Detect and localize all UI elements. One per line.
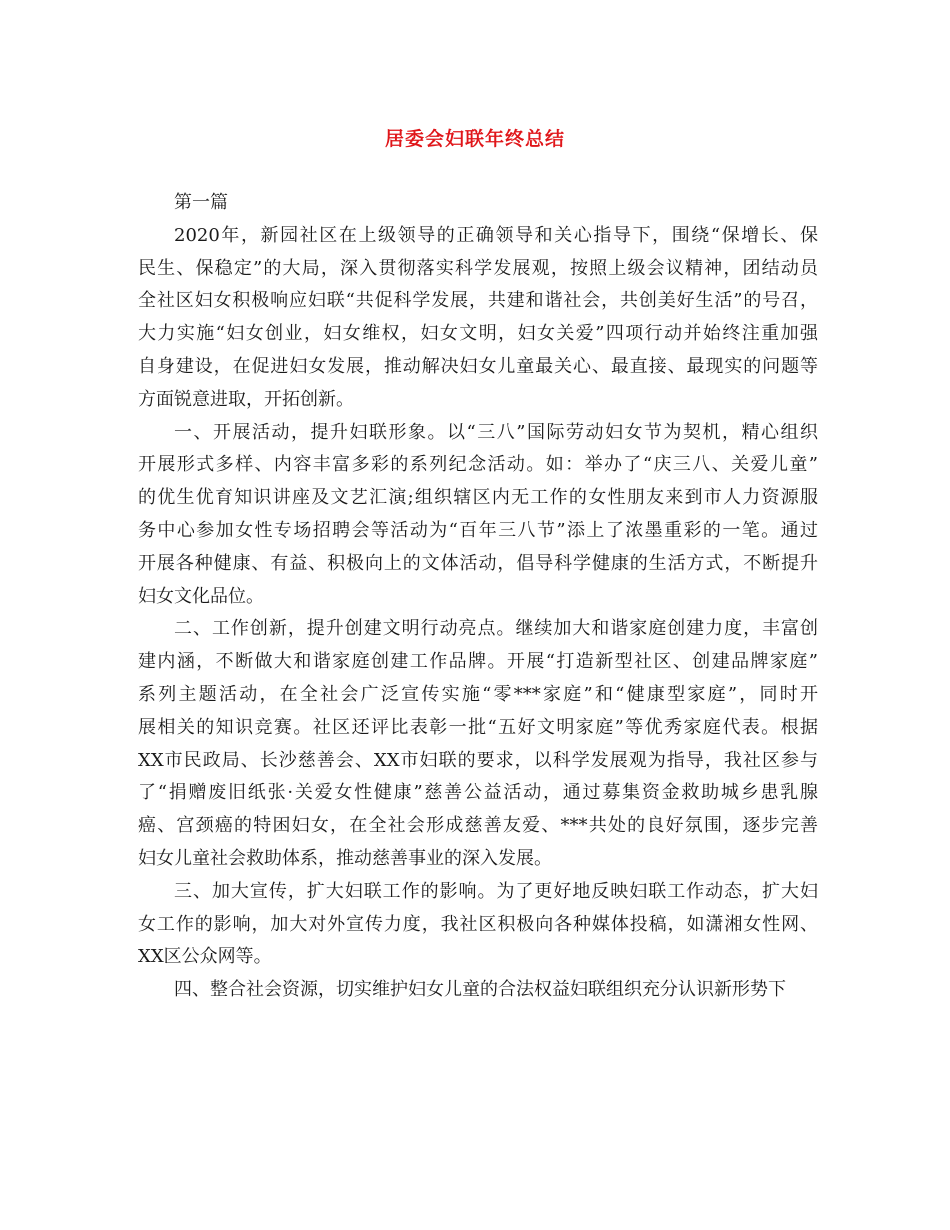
paragraph-line: 妇女儿童社会救助体系，推动慈善事业的深入发展。	[138, 847, 552, 869]
paragraph-line: 2020年，新园社区在上级领导的正确领导和关心指导下，围绕“保增长、保	[174, 224, 818, 246]
paragraph	[138, 613, 818, 875]
paragraph	[138, 417, 818, 614]
paragraph-line: 展相关的知识竞赛。社区还评比表彰一批“五好文明家庭”等优秀家庭代表。根据	[138, 716, 818, 738]
paragraph-line: 全社区妇女积极响应妇联“共促科学发展，共建和谐社会，共创美好生活”的号召，	[138, 290, 818, 312]
section-heading-text: 第一篇	[174, 192, 228, 213]
paragraph-line: 四、整合社会资源，切实维护妇女儿童的合法权益妇联组织充分认识新形势下	[174, 979, 786, 1001]
paragraph-line: 三、加大宣传，扩大妇联工作的影响。为了更好地反映妇联工作动态，扩大妇	[174, 880, 818, 902]
paragraph-line: 务中心参加女性专场招聘会等活动为“百年三八节”添上了浓墨重彩的一笔。通过	[138, 519, 818, 541]
paragraph-line: 系列主题活动，在全社会广泛宣传实施“零***家庭”和“健康型家庭”，同时开	[138, 683, 818, 705]
paragraph-line: 自身建设，在促进妇女发展，推动解决妇女儿童最关心、最直接、最现实的问题等	[138, 355, 818, 377]
paragraph-line: 民生、保稳定”的大局，深入贯彻落实科学发展观，按照上级会议精神，团结动员	[138, 257, 818, 279]
paragraph-line: 的优生优育知识讲座及文艺汇演;组织辖区内无工作的女性朋友来到市人力资源服	[138, 487, 818, 509]
paragraph-line: 女工作的影响，加大对外宣传力度，我社区积极向各种媒体投稿，如潇湘女性网、	[138, 913, 818, 935]
paragraph-line: XX市民政局、长沙慈善会、XX市妇联的要求，以科学发展观为指导，我社区参与	[138, 749, 818, 771]
paragraph-line: 方面锐意进取，开拓创新。	[138, 388, 354, 410]
paragraph-line: 了“捐赠废旧纸张·关爱女性健康”慈善公益活动，通过募集资金救助城乡患乳腺	[138, 782, 818, 804]
paragraph-line: XX区公众网等。	[138, 946, 272, 968]
paragraph	[138, 220, 818, 417]
paragraph-line: 开展各种健康、有益、积极向上的文体活动，倡导科学健康的生活方式，不断提升	[138, 552, 818, 574]
paragraph-line: 建内涵，不断做大和谐家庭创建工作品牌。开展“打造新型社区、创建品牌家庭”	[138, 651, 818, 673]
document-title: 居委会妇联年终总结	[384, 128, 565, 150]
paragraph	[138, 876, 818, 974]
paragraph	[138, 974, 818, 1007]
paragraph-line: 妇女文化品位。	[138, 585, 264, 607]
paragraph-line: 开展形式多样、内容丰富多彩的系列纪念活动。如：举办了“庆三八、关爱儿童”	[138, 454, 818, 476]
paragraph-line: 二、工作创新，提升创建文明行动亮点。继续加大和谐家庭创建力度，丰富创	[174, 618, 818, 640]
document-body	[138, 187, 818, 1007]
paragraph-line: 癌、宫颈癌的特困妇女，在全社会形成慈善友爱、***共处的良好氛围，逐步完善	[138, 815, 818, 837]
paragraph-line: 一、开展活动，提升妇联形象。以“三八”国际劳动妇女节为契机，精心组织	[174, 421, 818, 443]
paragraph-line: 大力实施“妇女创业，妇女维权，妇女文明，妇女关爱”四项行动并始终注重加强	[138, 323, 818, 345]
section-heading	[138, 187, 818, 220]
